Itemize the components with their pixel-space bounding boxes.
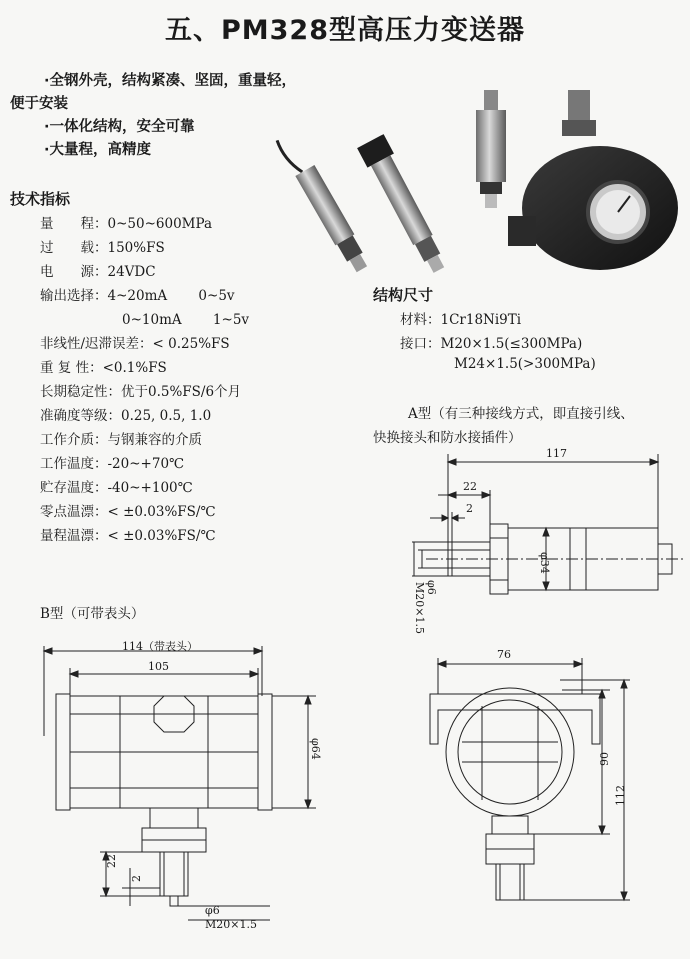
spec-accuracy: 准确度等级：0.25, 0.5, 1.0 [40, 408, 212, 424]
spec-power: 电 源：24VDC [40, 264, 156, 280]
sensor-upright-type [476, 90, 506, 208]
sensor-connector-type [357, 134, 452, 277]
type-a-caption: A型（有三种接线方式，即直接引线、 [408, 406, 634, 422]
specs-heading: 技术指标 [10, 190, 71, 208]
type-b-drawing [30, 636, 330, 936]
dim-shoulder: 2 [466, 502, 473, 515]
feature-item: ·全钢外壳，结构紧凑、坚固，重量轻， [44, 73, 297, 89]
dim-thread-length: 22 [463, 480, 477, 493]
spec-output-continued: 0~10mA 1~5v [122, 312, 250, 328]
structure-port: 接口：M20×1.5(≤300MPa) [400, 336, 583, 352]
spec-overload: 过 载：150%FS [40, 240, 165, 256]
spec-work-temp: 工作温度：-20~+70℃ [40, 456, 185, 472]
spec-output: 输出选择：4~20mA 0~5v [40, 288, 235, 304]
feature-item: 便于安装 [10, 96, 68, 112]
housing-with-gauge [508, 90, 678, 270]
page-title: 五、PM328型高压力变送器 [164, 15, 526, 46]
dim-thread-length: 22 [105, 854, 118, 868]
spec-range: 量 程：0~50~600MPa [40, 216, 213, 232]
dim-housing-width: 105 [148, 660, 169, 673]
type-b-side-drawing [420, 650, 690, 930]
spec-repeatability: 重 复 性：<0.1%FS [40, 360, 167, 376]
dim-overall-length: 117 [546, 447, 567, 460]
structure-material: 材料：1Cr18Ni9Ti [400, 312, 522, 328]
sensor-cable-type [275, 130, 371, 274]
dim-body-diameter: φ34 [538, 552, 551, 574]
spec-stability: 长期稳定性：优于0.5%FS/6个月 [40, 384, 242, 400]
dim-bore-diameter: φ6 [425, 580, 438, 595]
dim-shoulder: 2 [130, 875, 143, 882]
dim-housing-diameter: φ64 [309, 738, 322, 760]
dim-thread: M20×1.5 [205, 918, 257, 931]
dim-bore-diameter: φ6 [205, 904, 220, 917]
feature-item: ·一体化结构，安全可靠 [44, 119, 195, 135]
spec-zero-drift: 零点温漂：< ±0.03%FS/℃ [40, 504, 216, 520]
dim-side-width: 76 [497, 648, 511, 661]
type-b-caption: B型（可带表头） [40, 606, 145, 622]
spec-storage-temp: 贮存温度：-40~+100℃ [40, 480, 193, 496]
spec-nonlinearity: 非线性/迟滞误差：< 0.25%FS [40, 336, 230, 352]
dim-side-height-inner: 90 [598, 752, 611, 766]
structure-heading: 结构尺寸 [373, 286, 434, 304]
spec-span-drift: 量程温漂：< ±0.03%FS/℃ [40, 528, 216, 544]
spec-medium: 工作介质：与钢兼容的介质 [40, 432, 202, 448]
feature-item: ·大量程，高精度 [44, 142, 152, 158]
product-photo [300, 78, 690, 278]
dim-thread: M20×1.5 [413, 582, 426, 634]
dim-width-with-gauge: 114（带表头） [122, 640, 198, 653]
structure-port-continued: M24×1.5(>300MPa) [454, 356, 596, 372]
type-a-caption-continued: 快换接头和防水接插件） [373, 430, 522, 446]
type-a-drawing [390, 440, 690, 650]
dim-side-height-total: 112 [614, 785, 627, 806]
